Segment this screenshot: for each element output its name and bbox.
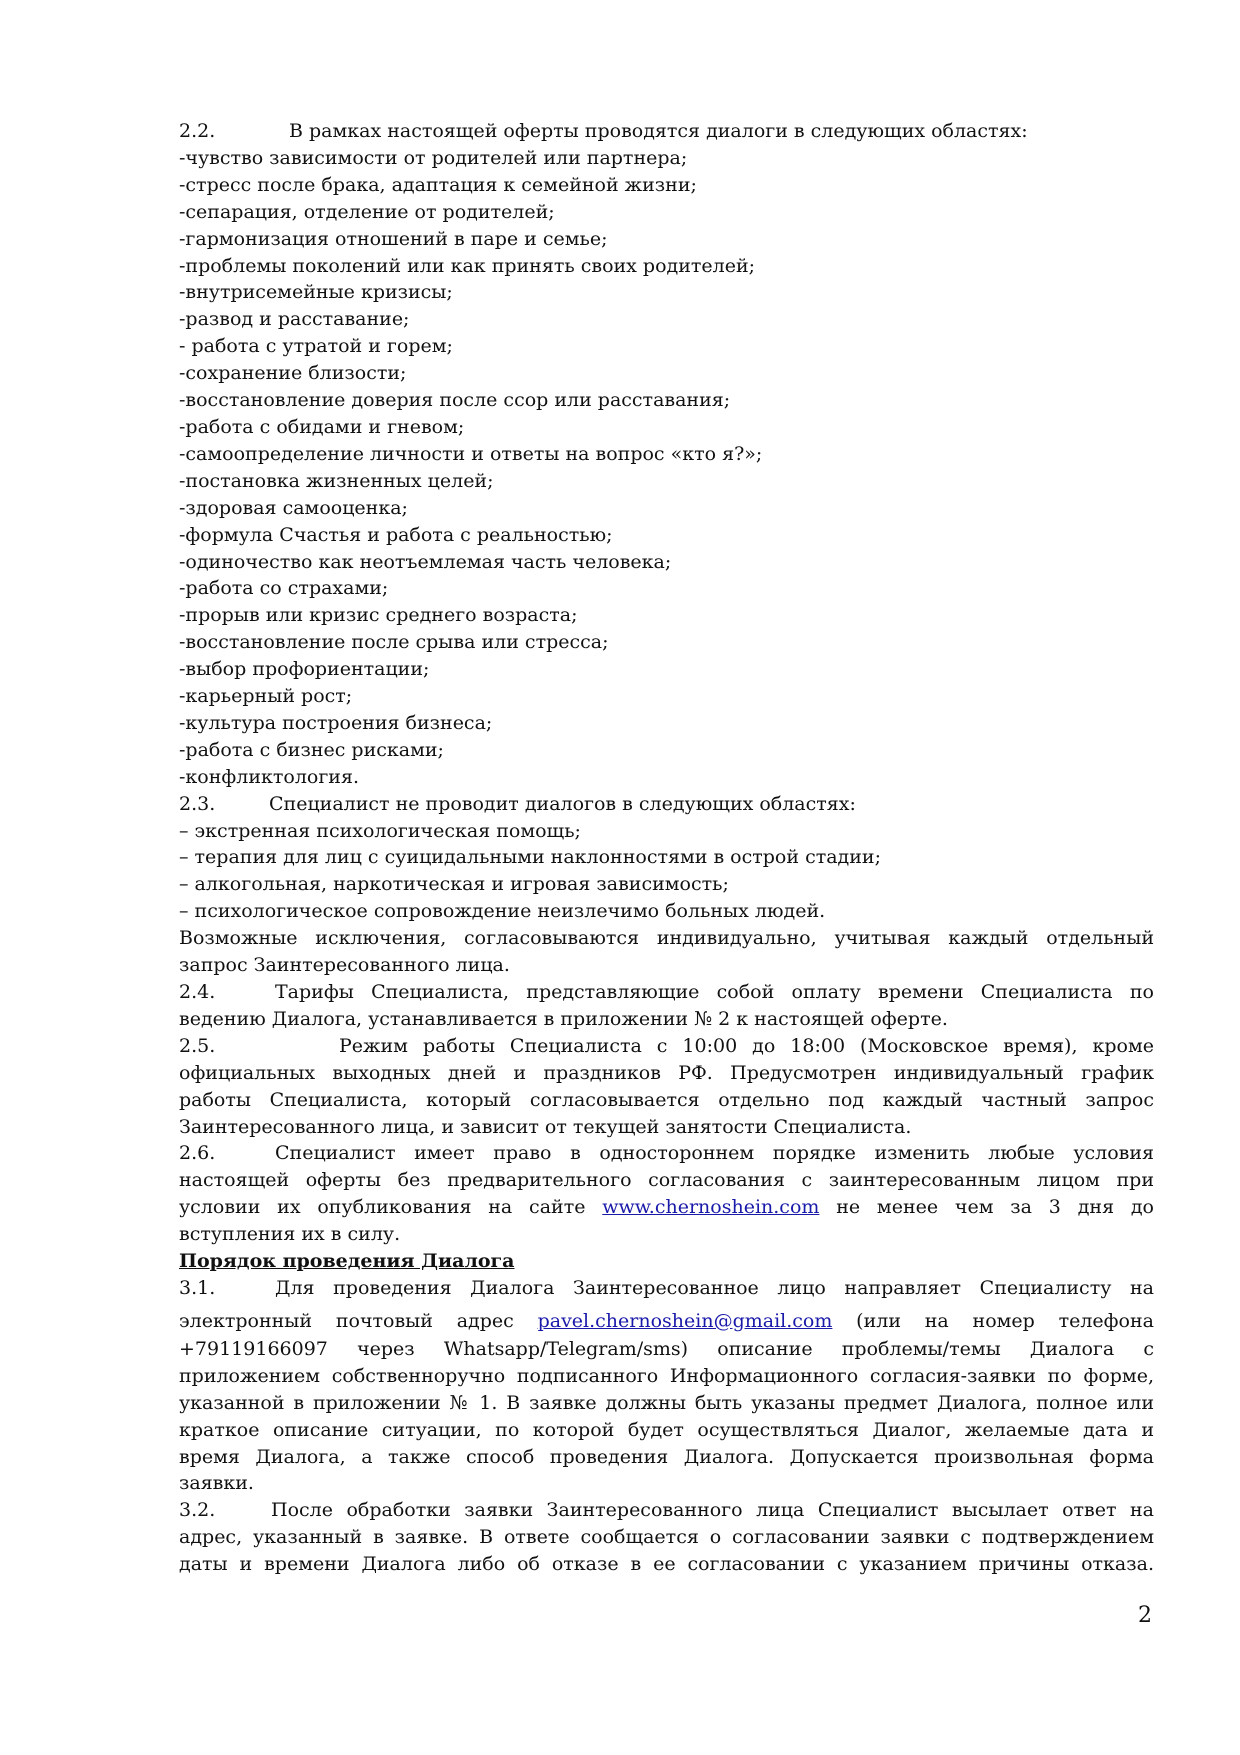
list-item: -здоровая самооценка; <box>179 496 408 519</box>
list-item: - работа с утратой и горем; <box>179 335 453 358</box>
section-3-1-line: приложением собственноручно подписанного Информационного согласия-заявки по форме, <box>179 1364 1154 1387</box>
section-2-4-line: ведению Диалога, устанавливается в приложении № 2 к настоящей оферте. <box>179 1007 948 1030</box>
page-number: 2 <box>1138 1603 1152 1628</box>
section-2-2-title: 2.2. В рамках настоящей оферты проводятся диалоги в следующих областях: <box>179 120 1028 142</box>
list-item: -самоопределение личности и ответы на вопрос «кто я?»; <box>179 442 763 465</box>
section-2-5-line: Заинтересованного лица, и зависит от текущей занятости Специалиста. <box>179 1115 912 1138</box>
list-item: -чувство зависимости от родителей или партнера; <box>179 146 688 169</box>
list-item: -сохранение близости; <box>179 362 407 385</box>
document-page <box>179 118 1154 1578</box>
list-item: -развод и расставание; <box>179 308 410 331</box>
list-item: -культура построения бизнеса; <box>179 711 493 734</box>
section-3-1-line: заявки. <box>179 1472 254 1495</box>
section-2-3-title: 2.3. Специалист не проводит диалогов в следующих областях: <box>179 792 856 815</box>
section-3-2-line: адрес, указанный в заявке. В ответе сообщается о согласовании заявки с подтверждением <box>179 1526 1154 1549</box>
list-item: -работа с бизнес рисками; <box>179 738 444 761</box>
section-heading: Порядок проведения Диалога <box>179 1250 515 1273</box>
list-item: -стресс после брака, адаптация к семейной жизни; <box>179 173 697 196</box>
website-link[interactable]: www.chernoshein.com <box>602 1196 820 1219</box>
section-2-5: 2.5. Режим работы Специалиста с 10:00 до 18:00 (Московское время), кроме <box>179 1034 1154 1057</box>
section-3-1-line: указанной в приложении № 1. В заявке должны быть указаны предмет Диалога, полное или <box>179 1391 1154 1414</box>
list-item: – экстренная психологическая помощь; <box>179 819 581 842</box>
list-item: -восстановление после срыва или стресса; <box>179 631 609 654</box>
section-2-2-list <box>179 145 1154 791</box>
section-3-1-line: краткое описание ситуации, по которой будет осуществляться Диалог, желаемые дата и <box>179 1418 1154 1441</box>
email-link[interactable]: pavel.chernoshein@gmail.com <box>537 1309 833 1332</box>
section-2-6-line: вступления их в силу. <box>179 1223 401 1246</box>
section-2-6-line: настоящей оферты без предварительного согласования с заинтересованным лицом при <box>179 1169 1154 1192</box>
section-3-1-line: время Диалога, а также способ проведения Диалога. Допускается произвольная форма <box>179 1445 1154 1468</box>
list-item: -карьерный рост; <box>179 685 353 708</box>
section-2-3-note-line: запрос Заинтересованного лица. <box>179 954 510 977</box>
list-item: – терапия для лиц с суицидальными наклонностями в острой стадии; <box>179 846 881 869</box>
section-3-1-line: электронный почтовый адрес pavel.chernoshein@gmail.com (или на номер телефона <box>179 1309 1154 1332</box>
section-2-3-note-line: Возможные исключения, согласовываются индивидуально, учитывая каждый отдельный <box>179 927 1154 950</box>
section-2-6: 2.6. Специалист имеет право в одностороннем порядке изменить любые условия <box>179 1142 1154 1165</box>
section-3-1: 3.1. Для проведения Диалога Заинтересованное лицо направляет Специалисту на <box>179 1276 1154 1299</box>
list-item: -одиночество как неотъемлемая часть человека; <box>179 550 672 573</box>
section-2-5-line: официальных выходных дней и праздников РФ. Предусмотрен индивидуальный график <box>179 1061 1154 1084</box>
section-3-2: 3.2. После обработки заявки Заинтересованного лица Специалист высылает ответ на <box>179 1499 1154 1522</box>
section-2-4: 2.4. Тарифы Специалиста, представляющие собой оплату времени Специалиста по <box>179 981 1154 1003</box>
list-item: -выбор профориентации; <box>179 658 430 681</box>
list-item: – алкогольная, наркотическая и игровая зависимость; <box>179 873 729 896</box>
list-item: -восстановление доверия после ссор или расставания; <box>179 389 731 412</box>
list-item: -внутрисемейные кризисы; <box>179 281 453 304</box>
section-3-1-line: +79119166097 через Whatsapp/Telegram/sms) описание проблемы/темы Диалога с <box>179 1337 1154 1360</box>
list-item: -постановка жизненных целей; <box>179 469 494 492</box>
list-item: – психологическое сопровождение неизлечимо больных людей. <box>179 900 826 923</box>
list-item: -сепарация, отделение от родителей; <box>179 200 555 223</box>
section-2-6-line: условии их опубликования на сайте www.chernoshein.com не менее чем за 3 дня до <box>179 1196 1154 1219</box>
list-item: -формула Счастья и работа с реальностью; <box>179 523 613 546</box>
section-3-2-line: даты и времени Диалога либо об отказе в ее согласовании с указанием причины отказа. <box>179 1553 1154 1576</box>
list-item: -проблемы поколений или как принять своих родителей; <box>179 254 756 277</box>
list-item: -работа со страхами; <box>179 577 389 600</box>
list-item: -работа с обидами и гневом; <box>179 415 465 438</box>
list-item: -конфликтология. <box>179 765 359 788</box>
list-item: -прорыв или кризис среднего возраста; <box>179 604 578 627</box>
section-2-3-list <box>179 818 1154 926</box>
section-2-5-line: работы Специалиста, который согласовывается отдельно под каждый частный запрос <box>179 1088 1154 1111</box>
list-item: -гармонизация отношений в паре и семье; <box>179 227 608 250</box>
